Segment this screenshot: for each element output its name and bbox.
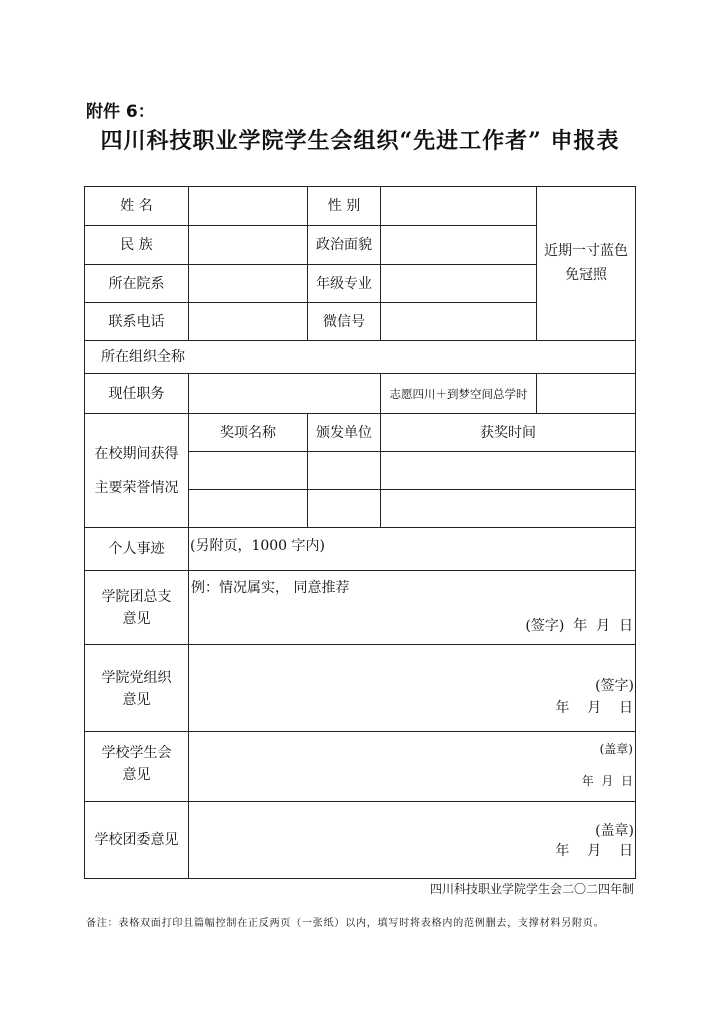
award-name-header: 奖项名称	[220, 424, 276, 441]
position-field[interactable]	[189, 374, 380, 413]
table-border-right	[635, 186, 636, 879]
political-field[interactable]	[381, 226, 536, 264]
union-label	[85, 732, 188, 801]
party-label-line2: 意见	[122, 692, 151, 708]
deeds-label: 个人事迹	[108, 541, 165, 557]
league-branch-label-line2: 意见	[122, 610, 151, 627]
league-branch-sign-date: (签字) 年 月 日	[525, 618, 633, 634]
award-time-field[interactable]	[381, 452, 635, 489]
photo-cell[interactable]	[537, 187, 635, 340]
union-date: 年 月 日	[581, 774, 633, 788]
phone-field[interactable]	[189, 303, 307, 340]
photo-instruction-line2: 免冠照	[565, 266, 607, 283]
party-opinion-field[interactable]	[189, 645, 635, 731]
volunteer-hours-label: 志愿四川＋到梦空间总学时	[389, 386, 528, 401]
photo-instruction-line1: 近期一寸蓝色	[544, 242, 628, 259]
committee-opinion-field[interactable]	[189, 802, 635, 878]
org-full-name-field[interactable]	[188, 341, 635, 373]
union-opinion-field[interactable]	[189, 732, 635, 801]
honors-label-line1: 在校期间获得	[94, 445, 179, 462]
committee-label: 学校团委意见	[94, 832, 179, 848]
grade-major-label: 年级专业	[316, 275, 372, 292]
phone-label: 联系电话	[108, 313, 165, 330]
honors-label	[85, 414, 188, 527]
remark-note: 备注：表格双面打印且篇幅控制在正反两页（一张纸）以内，填写时将表格内的范例删去，支撑材料另附页。	[86, 918, 605, 929]
political-label: 政治面貌	[316, 237, 372, 253]
award-name-field[interactable]	[189, 490, 307, 527]
league-branch-label	[85, 571, 188, 644]
issuer-header: 颁发单位	[316, 424, 372, 441]
name-label: 姓 名	[120, 198, 153, 214]
committee-seal: (盖章)	[595, 823, 634, 839]
award-time-field[interactable]	[381, 490, 635, 527]
form-maker: 四川科技职业学院学生会二〇二四年制	[429, 882, 634, 896]
league-branch-example: 例：情况属实， 同意推荐	[191, 580, 350, 596]
deeds-field[interactable]	[190, 528, 630, 564]
college-label: 所在院系	[108, 275, 165, 292]
issuer-field[interactable]	[308, 452, 380, 489]
union-label-line2: 意见	[122, 767, 151, 783]
honors-label-line2: 主要荣誉情况	[94, 479, 179, 496]
union-seal: (盖章)	[599, 742, 633, 756]
position-label: 现任职务	[108, 385, 165, 402]
committee-date: 年 月 日	[555, 843, 633, 859]
party-label	[85, 645, 188, 731]
league-branch-opinion-field[interactable]	[189, 571, 635, 644]
gender-label: 性 别	[327, 198, 361, 214]
attachment-label: 附件 6：	[86, 102, 155, 122]
issuer-field[interactable]	[308, 490, 380, 527]
volunteer-hours-field[interactable]	[537, 374, 635, 413]
org-full-name-label: 所在组织全称	[101, 349, 185, 365]
league-branch-label-line1: 学院团总支	[101, 588, 172, 605]
grade-major-field[interactable]	[381, 265, 536, 302]
table-border-bottom	[84, 878, 636, 879]
wechat-label: 微信号	[323, 313, 365, 330]
party-sign: (签字)	[595, 678, 634, 694]
award-name-field[interactable]	[189, 452, 307, 489]
form-title: 四川科技职业学院学生会组织“先进工作者” 申报表	[100, 128, 620, 154]
union-label-line1: 学校学生会	[101, 745, 172, 761]
deeds-note: (另附页，1000 字内)	[190, 538, 326, 554]
ethnicity-label: 民 族	[120, 237, 153, 253]
wechat-field[interactable]	[381, 303, 536, 340]
gender-field[interactable]	[381, 187, 536, 225]
party-date: 年 月 日	[555, 700, 633, 716]
college-field[interactable]	[189, 265, 307, 302]
award-time-header: 获奖时间	[480, 424, 536, 441]
name-field[interactable]	[189, 187, 307, 225]
ethnicity-field[interactable]	[189, 226, 307, 264]
party-label-line1: 学院党组织	[101, 670, 172, 686]
